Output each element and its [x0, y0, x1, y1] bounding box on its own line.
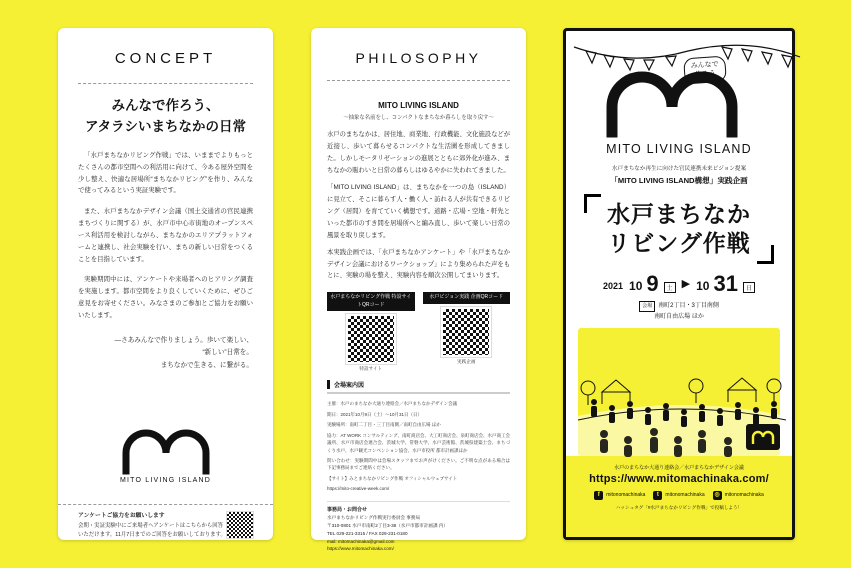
contact-line-3: mail: mitomachinaka@gmail.com: [327, 538, 395, 544]
handwritten-line-2: 作ろう: [694, 70, 717, 79]
street-illustration: [578, 328, 780, 456]
concept-lead-line2: アタラシいまちなかの日常: [84, 118, 247, 134]
sns-facebook[interactable]: [594, 491, 645, 500]
philosophy-title: PHILOSOPHY: [355, 50, 482, 66]
mito-living-island-logo-mark: [604, 77, 754, 135]
questionnaire-qr-code[interactable]: [227, 512, 253, 538]
concept-footer-text-block: [78, 512, 227, 540]
bracket-right-decoration: [757, 245, 774, 264]
poster-logo: [578, 77, 780, 156]
qr-label-special-site: 水戸まちなかリビング作戦 特設サイトQRコード: [327, 292, 415, 311]
date-range-arrow-icon: ▶: [681, 278, 691, 291]
contact-title: 事務局・お問合せ: [327, 506, 368, 513]
handwritten-line-1: みんなで: [690, 61, 719, 70]
contact-line-2: TEL 029-221-3315 / FAX 029-231-0180: [327, 530, 408, 536]
venue-key-label: 会場: [639, 301, 655, 312]
sns-facebook-handle: mitonomachinaka: [606, 492, 646, 499]
event-start-dow: 土: [664, 282, 676, 293]
venue-map[interactable]: [327, 392, 510, 394]
event-venue: [578, 301, 780, 322]
concept-lead: [78, 96, 253, 138]
concept-paragraph-1: 「水戸まちなかリビング作戦」では、いままでよりもっとたくさんの都市空間への利活用に向けて、今ある屋外空間を少し整え、快適な居場所“まちなかリビング”を作り、みんなで使ってみるという実証実験です。: [78, 151, 253, 195]
note-1: 期日：2021年10月9日（土）〜10月31日（日）: [327, 411, 423, 417]
philosophy-paragraph-3: 本実践企画では、「水戸まちなかアンケート」や「水戸まちなかデザイン会議におけるワークショップ」により集められた声をもとに、実験の場を整え、実験内容を順次公開してまいります。: [327, 248, 510, 280]
event-end-month: 10: [696, 279, 710, 294]
poster-panel: [563, 28, 795, 540]
concept-logo-label: MITO LIVING ISLAND: [119, 477, 212, 484]
handwritten-note: [683, 56, 727, 85]
poster-title-line-2: リビング作戦: [607, 229, 751, 256]
event-start-day: 9: [646, 270, 659, 296]
venue-line-wrap-1: [578, 301, 780, 312]
project-qr-code[interactable]: [441, 307, 491, 357]
note-3: 協力：AT WORK コンサルティング、南町商店会、大工町商店会、泉町商店会、水戸商工会議所、水戸市商店会連合会、茨城大学、常磐大学、水戸芸術館、茨城県建築士会、まちづくり水戸、水戸観光コンベンション協会、水戸市役所 都市計画課ほか: [327, 432, 510, 453]
site-line-1: 【サイト】みとまちなかリビング作戦 オフィシャルウェブサイト: [327, 475, 458, 481]
concept-panel: [58, 28, 273, 540]
concept-closing-line2: “新しい”日常を。: [202, 349, 253, 357]
qr-label-project: 水戸ビジョン実践 企画QRコード: [423, 292, 511, 304]
venue-line-2: 南町自由広場 ほか: [654, 313, 704, 320]
qr-caption-project: 実践企画: [457, 358, 476, 364]
poster-organizer: 水戸のまちなか大通り連絡会／水戸まちなかデザイン会議: [614, 464, 744, 471]
mito-living-island-logo-mark: [122, 433, 210, 473]
venue-line-1: 南町2丁目・3丁目南側: [658, 303, 719, 310]
event-year: 2021: [603, 281, 624, 292]
poster-lead-1: 水戸まちなか再生に向けた官民連携未来ビジョン提案: [611, 166, 747, 172]
philosophy-heading: MITO LIVING ISLAND: [378, 101, 459, 110]
concept-closing-line1: —さあみんなで作りましょう。歩いて楽しい、: [114, 336, 253, 344]
sns-instagram-handle: mitonomachinaka: [724, 492, 764, 499]
instagram-icon: ◎: [714, 491, 720, 498]
map-heading: 会場案内図: [327, 380, 510, 389]
event-end-dow: 日: [743, 282, 755, 293]
philosophy-content: [311, 28, 526, 552]
poster-title-line-1: 水戸まちなか: [607, 201, 751, 227]
contact-line-0: 水戸まちなかリビング作戦実行委員会 事務局: [327, 515, 421, 521]
philosophy-contact: [327, 501, 510, 553]
concept-title: CONCEPT: [114, 50, 217, 67]
philosophy-notes: [327, 400, 510, 495]
concept-logo: [78, 433, 253, 490]
street-scene-icon: [578, 328, 786, 456]
divider: [78, 83, 253, 84]
concept-paragraph-3: 実験期間中には、アンケートや来場者へのヒアリング調査を実施します。都市空間をより良くしていくために、ぜひご意見をお寄せください。みなさまのご参加とご協力をお願いいたします。: [78, 276, 253, 319]
concept-paragraph-2: また、水戸まちなかデザイン会議（国土交通省の官民連携まちづくりに関する）が、水戸市中心市街地のオープンスペース利活用を検討しながら、まちなかのエリアプラットフォームと連携し、社会実験を行い、まちの新しい日常をつくることを目指しています。: [78, 208, 253, 263]
contact-line-4[interactable]: https://www.mitomachinaka.com/: [327, 546, 394, 552]
poster-main-title: [578, 194, 780, 264]
poster-logo-label: MITO LIVING ISLAND: [606, 142, 752, 156]
qr-caption-special-site: 特設サイト: [359, 366, 383, 372]
special-site-qr-code[interactable]: [346, 314, 396, 364]
poster-hashtag: ハッシュタグ「#水戸まちなかリビング作戦」で投稿しよう！: [615, 504, 743, 510]
note-0: 主催：水戸のまちなか大通り連絡会／水戸まちなかデザイン会議: [327, 401, 458, 407]
concept-lead-line1: みんなで作ろう、: [111, 98, 220, 113]
event-dates: [578, 270, 780, 296]
note-4: 問い合わせ：実験期間中は会場スタッフまでお声がけください。ご不明な点がある場合は下記事務局までご連絡ください。: [327, 457, 510, 471]
event-end-day: 31: [713, 270, 738, 296]
facebook-icon: f: [594, 491, 603, 500]
concept-closing-line3: まちなかで生きる、に繋がる。: [160, 361, 253, 369]
philosophy-panel: [311, 28, 526, 552]
qr-cell-special-site: [327, 292, 415, 372]
concept-closing: [78, 335, 253, 373]
concept-content: [58, 28, 273, 504]
concept-footer: [58, 504, 273, 540]
qr-row: [327, 292, 510, 372]
poster-footer: [566, 456, 792, 537]
contact-line-1: 〒310-0801 水戸市南町2丁目3-38（水戸市都市計画課 内）: [327, 522, 448, 528]
sns-instagram[interactable]: [713, 491, 764, 500]
poster-content: [566, 31, 792, 537]
event-start-month: 10: [629, 279, 643, 294]
philosophy-paragraph-2: 「MITO LIVING ISLAND」は、まちなかを一つの島（ISLAND）に見立て、そこに暮らす人・働く人・訪れる人が共有できるリビング（居間）を育てていく構想です。道路・広場・空地・軒先といった都市のすき間を居場所へと編み直し、歩いて楽しい日常の風景を取り戻します。: [327, 183, 510, 239]
note-2: 実験場所：南町二丁目・三丁目南側／南町自由広場 ほか: [327, 422, 441, 428]
concept-footer-title: アンケートご協力をお願いします: [78, 513, 165, 519]
divider: [327, 80, 510, 81]
qr-cell-project: [423, 292, 511, 372]
bracket-left-decoration: [584, 194, 601, 213]
bunting-decoration: [578, 41, 780, 79]
twitter-icon: t: [653, 491, 662, 500]
poster-url[interactable]: https://www.mitomachinaka.com/: [589, 472, 769, 485]
site-line-2[interactable]: https://mito-creative-week.com/: [327, 486, 390, 492]
sns-row: [578, 491, 780, 500]
poster-lead-2: 「MITO LIVING ISLAND構想」実践企画: [610, 176, 748, 185]
philosophy-subheading: 〜抽象な名前をし、コンパクトなまちなか暮らしを取り戻す〜: [343, 115, 494, 121]
sns-twitter[interactable]: [653, 491, 704, 500]
sns-twitter-handle: mitonomachinaka: [665, 492, 705, 499]
concept-footer-body: 会期・実証実験中にご来場者へアンケートはこちらから回答いただけます。11月7日までのご回答をお願いしております。: [78, 522, 226, 539]
philosophy-paragraph-1: 水戸のまちなかは、居住地、商業地、行政機能、文化施設などが近接し、歩いて暮らせるコンパクトな生活圏を形成してきました。しかしモータリゼーションの進展とともに郊外化が進み、まちなかの賑わいと日常の暮らしはゆるやかに失われてきました。: [327, 131, 510, 174]
handwritten-note-box: [683, 56, 727, 85]
